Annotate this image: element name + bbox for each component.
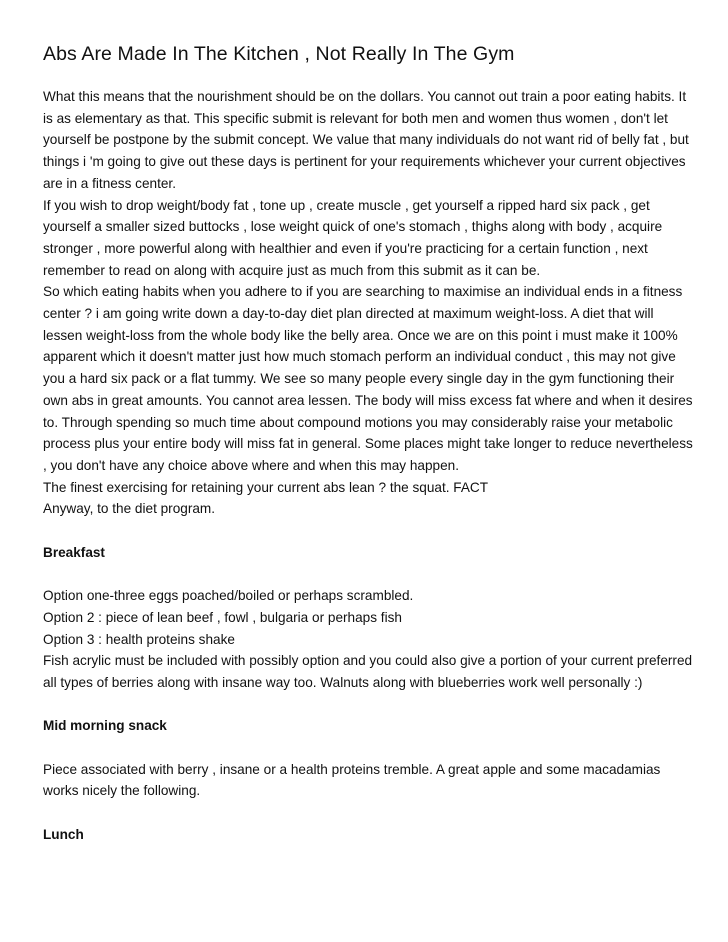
spacer bbox=[43, 802, 693, 824]
breakfast-option-2: Option 2 : piece of lean beef , fowl , bulgaria or perhaps fish bbox=[43, 609, 402, 625]
spacer bbox=[43, 520, 693, 542]
document-title: Abs Are Made In The Kitchen , Not Really In The Gym bbox=[43, 43, 515, 65]
section-heading-mid-morning: Mid morning snack bbox=[43, 718, 167, 734]
document-page bbox=[43, 42, 693, 846]
spacer bbox=[43, 737, 693, 759]
spacer bbox=[43, 563, 693, 585]
section-heading-breakfast: Breakfast bbox=[43, 544, 105, 560]
breakfast-note: Fish acrylic must be included with possibly option and you could also give a portion of your current preferred all types of berries along with insane way too. Walnuts along with blueberries work well personally :) bbox=[43, 653, 693, 690]
breakfast-option-1: Option one-three eggs poached/boiled or perhaps scrambled. bbox=[43, 588, 414, 604]
paragraph-intro-1: What this means that the nourishment should be on the dollars. You cannot out train a poor eating habits. It is as elementary as that. This specific submit is relevant for both men and women thus women , don't let yourself be postpone by the submit concept. We value that many individuals do not want rid of belly fat , but things i 'm going to give out these days is pertinent for your requirements whichever your current objectives are in a fitness center. bbox=[43, 89, 689, 191]
paragraph-intro-2: If you wish to drop weight/body fat , tone up , create muscle , get yourself a ripped hard six pack , get yourself a smaller sized buttocks , lose weight quick of one's stomach , thighs along with body , acquire stronger , more powerful along with healthier and even if you're practicing for a certain function , next remember to read on along with acquire just as much from this submit as it can be. bbox=[43, 197, 663, 278]
section-heading-lunch: Lunch bbox=[43, 826, 84, 842]
paragraph-intro-5: Anyway, to the diet program. bbox=[43, 501, 216, 517]
mid-morning-text: Piece associated with berry , insane or a health proteins tremble. A great apple and some macadamias works nicely the following. bbox=[43, 761, 661, 799]
paragraph-intro-4: The finest exercising for retaining your current abs lean ? the squat. FACT bbox=[43, 479, 489, 495]
spacer bbox=[43, 694, 693, 716]
breakfast-option-3: Option 3 : health proteins shake bbox=[43, 631, 235, 647]
paragraph-intro-3: So which eating habits when you adhere to if you are searching to maximise an individual ends in a fitness center ? i am going write down a day-to-day diet plan directed at maximum weight-loss. A diet that will lessen weight-loss from the whole body like the belly area. Once we are on this point i must make it 100% apparent which it doesn't matter just how much stomach perform an individual conduct , this may not give you a hard six pack or a flat tummy. We see so many people every single day in the gym functioning their own abs in great amounts. You cannot area lessen. The body will miss excess fat where and when it desires to. Through spending so much time about compound motions you may considerably raise your metabolic process plus your entire body will miss fat in general. Some places might take longer to reduce nevertheless , you don't have any choice above where and when this may happen. bbox=[43, 284, 693, 473]
